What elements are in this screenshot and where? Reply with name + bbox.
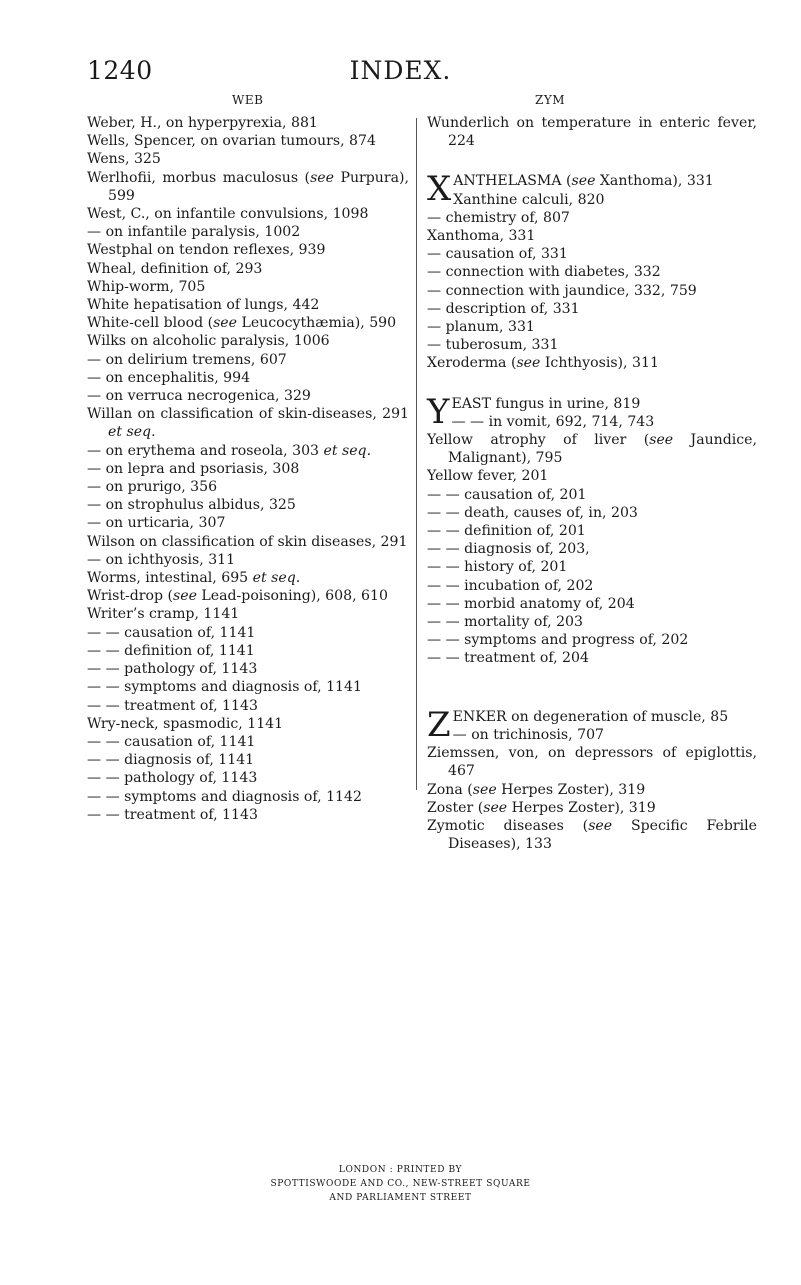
right-index-column (427, 114, 757, 853)
index-entry: — — history of, 201 (427, 559, 568, 576)
imprint-line: SPOTTISWOODE AND CO., NEW-STREET SQUARE (270, 1179, 531, 1189)
index-entry: — — pathology of, 1143 (87, 770, 258, 787)
index-entry: — — symptoms and diagnosis of, 1142 (87, 788, 362, 805)
index-entry: — planum, 331 (427, 319, 535, 336)
index-entry: Yellow fever, 201 (427, 468, 549, 485)
index-entry: — — symptoms and diagnosis of, 1141 (87, 679, 362, 696)
dropcap-x: X (427, 169, 452, 210)
index-entry: — on delirium tremens, 607 (87, 351, 287, 368)
imprint-line: LONDON : PRINTED BY (338, 1165, 463, 1175)
index-entry: — chemistry of, 807 (427, 209, 570, 226)
index-entry: — on erythema and roseola, 303 et seq. (87, 442, 372, 459)
index-entry: — — treatment of, 204 (427, 650, 589, 667)
index-entry: — — treatment of, 1143 (87, 806, 258, 823)
page-header (0, 56, 801, 90)
index-entry: Wens, 325 (87, 151, 161, 168)
index-entry: — — causation of, 1141 (87, 624, 256, 641)
index-entry: — on urticaria, 307 (87, 515, 226, 532)
index-entry: Willan on classification of skin-diseases, 291 et seq. (87, 406, 409, 441)
index-entry: — — incubation of, 202 (427, 577, 594, 594)
index-entry: — — mortality of, 203 (427, 614, 583, 631)
index-entry: Wry-neck, spasmodic, 1141 (87, 715, 284, 732)
index-entry: Worms, intestinal, 695 et seq. (87, 570, 301, 587)
index-entry: Wrist-drop (see Lead-poisoning), 608, 610 (87, 588, 388, 605)
index-entry: — tuberosum, 331 (427, 337, 559, 354)
index-entry: — — definition of, 1141 (87, 642, 255, 659)
index-entry: — — treatment of, 1143 (87, 697, 258, 714)
index-entry-zenker (427, 704, 757, 745)
page-number: 1240 (87, 56, 153, 85)
index-entry: — on strophulus albidus, 325 (87, 497, 296, 514)
index-entry: Wells, Spencer, on ovarian tumours, 874 (87, 133, 376, 150)
index-entry: — on trichinosis, 707 (452, 726, 605, 743)
dropcap-y: Y (427, 391, 450, 432)
index-entry: — on infantile paralysis, 1002 (87, 224, 301, 241)
index-entry: — connection with jaundice, 332, 759 (427, 282, 697, 299)
index-entry: — connection with diabetes, 332 (427, 264, 661, 281)
index-entry: — on prurigo, 356 (87, 479, 218, 496)
index-entry: — — death, causes of, in, 203 (427, 504, 638, 521)
index-entry: — causation of, 331 (427, 246, 568, 263)
index-entry: EAST fungus in urine, 819 (451, 395, 641, 412)
index-entry: Wilson on classification of skin diseases, 291 (87, 533, 408, 550)
index-entry: Writer’s cramp, 1141 (87, 606, 240, 623)
page-title: INDEX. (349, 56, 452, 85)
index-entry: Xanthoma, 331 (427, 228, 536, 245)
index-entry: — description of, 331 (427, 300, 580, 317)
index-entry: White hepatisation of lungs, 442 (87, 297, 320, 314)
imprint-line: AND PARLIAMENT STREET (329, 1193, 472, 1203)
index-entry: Werlhofii, morbus maculosus (see Purpura), 599 (87, 169, 409, 204)
index-entry: — — morbid anatomy of, 204 (427, 595, 635, 612)
index-entry: Wunderlich on temperature in enteric fever, 224 (427, 115, 757, 150)
index-entry: Zymotic diseases (see Specific Febrile Diseases), 133 (427, 817, 757, 853)
index-entry: — — symptoms and progress of, 202 (427, 632, 689, 649)
index-entry: Whip-worm, 705 (87, 278, 206, 295)
index-entry: — on verruca necrogenica, 329 (87, 388, 311, 405)
index-entry: — on encephalitis, 994 (87, 369, 251, 386)
index-entry: Xeroderma (see Ichthyosis), 311 (427, 355, 659, 372)
left-index-column (87, 114, 409, 824)
index-entry: West, C., on infantile convulsions, 1098 (87, 206, 369, 223)
index-entry: — — diagnosis of, 203, (427, 541, 590, 558)
left-column-heading: WEB (232, 93, 264, 107)
index-entry: — — pathology of, 1143 (87, 661, 258, 678)
index-entry: — — causation of, 1141 (87, 733, 256, 750)
printer-imprint (0, 1163, 801, 1205)
index-entry: ANTHELASMA (see Xanthoma), 331 (453, 173, 714, 190)
index-entry: White-cell blood (see Leucocythæmia), 590 (87, 315, 397, 332)
index-entry: ENKER on degeneration of muscle, 85 (452, 708, 729, 725)
index-entry: Zoster (see Herpes Zoster), 319 (427, 799, 656, 816)
index-entry-xanthelasma (427, 169, 757, 210)
index-entry: Zona (see Herpes Zoster), 319 (427, 781, 646, 798)
index-entry: Wilks on alcoholic paralysis, 1006 (87, 333, 330, 350)
index-entry: — — definition of, 201 (427, 523, 586, 540)
index-entry: — — diagnosis of, 1141 (87, 752, 255, 769)
index-entry: Xanthine calculi, 820 (453, 191, 605, 208)
index-entry-yeast (427, 391, 757, 432)
index-entry: Weber, H., on hyperpyrexia, 881 (87, 115, 318, 131)
dropcap-z: Z (427, 704, 451, 745)
index-entry: — — in vomit, 692, 714, 743 (451, 413, 655, 430)
index-entry: — on lepra and psoriasis, 308 (87, 460, 300, 477)
index-entry: Wheal, definition of, 293 (87, 260, 263, 277)
column-divider (416, 118, 417, 790)
index-entry: Westphal on tendon reflexes, 939 (87, 242, 326, 259)
index-entry: Yellow atrophy of liver (see Jaundice, Malignant), 795 (427, 432, 757, 467)
index-entry: Ziemssen, von, on depressors of epiglottis, 467 (427, 745, 757, 780)
index-entry: — on ichthyosis, 311 (87, 551, 236, 568)
index-entry: — — causation of, 201 (427, 486, 587, 503)
right-column-heading: ZYM (535, 93, 566, 107)
